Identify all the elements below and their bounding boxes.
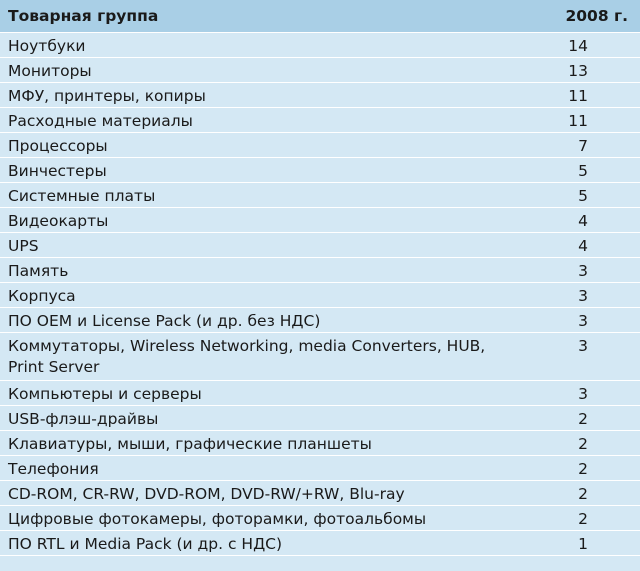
row-value: 2 [578,485,588,503]
row-value: 4 [578,237,588,255]
header-group-label: Товарная группа [8,7,159,25]
table-body [0,33,640,556]
row-value: 7 [578,137,588,155]
row-name: Системные платы [8,187,156,205]
table-row [0,406,640,431]
row-value: 5 [578,162,588,180]
table-row [0,258,640,283]
row-name: Корпуса [8,287,76,305]
row-name: Мониторы [8,62,92,80]
row-name: Расходные материалы [8,112,193,130]
row-name: Память [8,262,69,280]
table-row [0,233,640,258]
table-row [0,158,640,183]
row-name: Цифровые фотокамеры, фоторамки, фотоальбомы [8,510,427,528]
row-value: 3 [578,262,588,280]
table-row [0,531,640,556]
table-row [0,381,640,406]
row-name: МФУ, принтеры, копиры [8,87,206,105]
table-row [0,506,640,531]
row-name: Видеокарты [8,212,109,230]
row-name: Телефония [8,460,99,478]
table-row [0,83,640,108]
table-row [0,133,640,158]
row-value: 2 [578,460,588,478]
row-value: 11 [568,87,588,105]
row-value: 14 [568,37,588,55]
table-row [0,333,640,381]
row-value: 1 [578,535,588,553]
table-row [0,108,640,133]
table-row [0,33,640,58]
row-value: 4 [578,212,588,230]
row-value: 3 [578,287,588,305]
row-name: Процессоры [8,137,108,155]
row-value: 3 [578,385,588,403]
row-value: 3 [578,337,588,355]
table-row [0,208,640,233]
row-name: ПО OEM и License Pack (и др. без НДС) [8,312,321,330]
table-row [0,308,640,333]
row-value: 11 [568,112,588,130]
row-name: Коммутаторы, Wireless Networking, media Converters, HUB, Print Server [8,337,486,376]
row-name: Компьютеры и серверы [8,385,202,403]
row-value: 5 [578,187,588,205]
row-name: Клавиатуры, мыши, графические планшеты [8,435,372,453]
row-value: 3 [578,312,588,330]
row-value: 2 [578,410,588,428]
row-name: ПО RTL и Media Pack (и др. с НДС) [8,535,283,553]
row-name: UPS [8,237,39,255]
row-name: Ноутбуки [8,37,86,55]
header-year-label: 2008 г. [565,7,628,25]
row-value: 2 [578,510,588,528]
table-row [0,456,640,481]
row-name: Винчестеры [8,162,107,180]
table-row [0,283,640,308]
row-value: 13 [568,62,588,80]
table-row [0,58,640,83]
row-name: USB-флэш-драйвы [8,410,159,428]
row-name: CD-ROM, CR-RW, DVD-ROM, DVD-RW/+RW, Blu-ray [8,485,405,503]
table-row [0,481,640,506]
table-row [0,431,640,456]
table-row [0,183,640,208]
table-header [0,0,640,33]
row-value: 2 [578,435,588,453]
